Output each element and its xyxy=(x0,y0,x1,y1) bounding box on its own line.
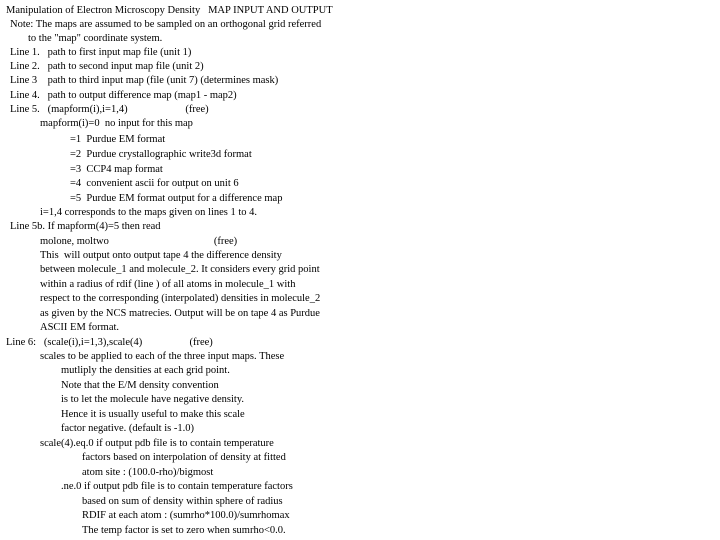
line-5b-text: molone, moltwo (free) xyxy=(40,236,238,247)
line-6-text: mutliply the densities at each grid point. xyxy=(61,365,230,376)
note-line: to the "map" coordinate system. xyxy=(28,33,163,44)
line-5b-text: between molecule_1 and molecule_2. It considers every grid point xyxy=(40,264,320,275)
line-4-description: Line 4. path to output difference map (map1 - map2) xyxy=(10,90,237,101)
line-2-description: Line 2. path to second input map file (unit 2) xyxy=(10,61,204,72)
mapform-option: =1 Purdue EM format xyxy=(70,134,166,145)
mapform-option: =3 CCP4 map format xyxy=(70,164,163,175)
mapform-option: =5 Purdue EM format output for a difference map xyxy=(70,193,283,204)
line-6-description: Line 6: (scale(i),i=1,3),scale(4) (free) xyxy=(6,337,213,348)
line-5b-description: Line 5b. If mapform(4)=5 then read xyxy=(10,221,161,232)
line-6-text: Hence it is usually useful to make this scale xyxy=(61,409,245,420)
line-5b-text: This will output onto output tape 4 the difference density xyxy=(40,250,282,261)
mapform-note: i=1,4 corresponds to the maps given on lines 1 to 4. xyxy=(40,207,258,218)
line-6-text: factor negative. (default is -1.0) xyxy=(61,423,194,434)
line-5b-text: within a radius of rdif (line ) of all atoms in molecule_1 with xyxy=(40,279,296,290)
line-6-text: scales to be applied to each of the three input maps. These xyxy=(40,351,285,362)
mapform-option: =4 convenient ascii for output on unit 6 xyxy=(70,178,239,189)
line-5b-text: ASCII EM format. xyxy=(40,322,120,333)
line-3-description: Line 3 path to third input map (file (unit 7) (determines mask) xyxy=(10,75,279,86)
line-5b-text: as given by the NCS matrecies. Output will be on tape 4 as Purdue xyxy=(40,308,320,319)
line-5b-text: respect to the corresponding (interpolated) densities in molecule_2 xyxy=(40,293,321,304)
scale4-text: factors based on interpolation of density at fitted xyxy=(82,452,286,463)
mapform-option: mapform(i)=0 no input for this map xyxy=(40,118,193,129)
note-line: Note: The maps are assumed to be sampled on an orthogonal grid referred xyxy=(10,19,322,30)
line-6-text: Note that the E/M density convention xyxy=(61,380,219,391)
line-6-text: is to let the molecule have negative density. xyxy=(61,394,245,405)
scale4-text: RDIF at each atom : (sumrho*100.0)/sumrhomax xyxy=(82,510,290,521)
scale4-text: The temp factor is set to zero when sumrho<0.0. xyxy=(82,525,286,536)
scale4-text: based on sum of density within sphere of radius xyxy=(82,496,283,507)
scale4-text: .ne.0 if output pdb file is to contain temperature factors xyxy=(61,481,293,492)
line-5-description: Line 5. (mapform(i),i=1,4) (free) xyxy=(10,104,209,115)
scale4-text: atom site : (100.0-rho)/bigmost xyxy=(82,467,214,478)
mapform-option: =2 Purdue crystallographic write3d format xyxy=(70,149,252,160)
document-title: Manipulation of Electron Microscopy Density MAP INPUT AND OUTPUT xyxy=(6,5,333,16)
scale4-text: scale(4).eq.0 if output pdb file is to contain temperature xyxy=(40,438,274,449)
line-1-description: Line 1. path to first input map file (unit 1) xyxy=(10,47,192,58)
